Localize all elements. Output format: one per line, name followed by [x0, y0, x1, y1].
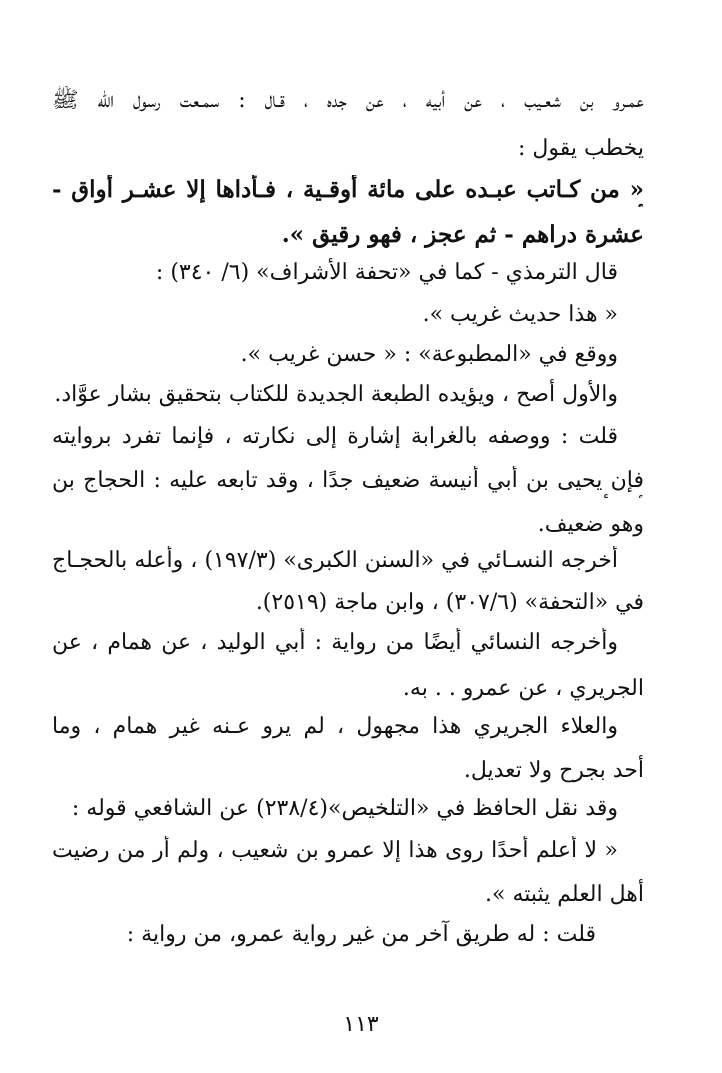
text-line: ووقع في «المطبوعة» : « حسن غريب ».	[240, 342, 618, 367]
quote-line: أهل العلم يثبته ».	[485, 882, 644, 907]
text-line: قال الترمذي - كما في «تحفة الأشراف» (٦/ ٣٤٠) :	[155, 260, 618, 285]
hadith-line: « من كـاتب عبـده على مائة أوقـية ، فـأداها إلا عشـر أواق -	[52, 176, 644, 203]
page-number: ١١٣	[343, 1012, 379, 1037]
text-line: فإن يحيى بن أبي أنيسة ضعيف جدًا ، وقد تابعه عليه : الحجاج بن	[52, 468, 644, 493]
text-line: والعلاء الجريري هذا مجهول ، لم يرو عـنه غير همام ، وما	[52, 714, 618, 739]
text-line: وهو ضعيف.	[537, 512, 644, 537]
text-line: قلت : له طريق آخر من غير رواية عمرو، من رواية :	[126, 922, 596, 947]
text-line: عمـرو بن شعـيب ، عن أبيه ، عن جده ، قـال : سمـعت رسول الله ﷺ	[52, 88, 644, 113]
text-line: يخطب يقول :	[518, 136, 644, 161]
text-line: في «التحفة» (٣٠٧/٦) ، وابن ماجة (٢٥١٩).	[255, 590, 644, 615]
text-line: وأخرجه النسائي أيضًا من رواية : أبي الوليد ، عن همام ، عن	[52, 630, 618, 655]
text-line: الجريري ، عن عمرو . . به.	[402, 676, 644, 701]
text-line: قلت : ووصفه بالغرابة إشارة إلى نكارته ، فإنما تفرد بروايته	[52, 424, 618, 449]
text-line: والأول أصح ، ويؤيده الطبعة الجديدة للكتاب بتحقيق بشار عوَّاد.	[54, 382, 618, 407]
text-line: « هذا حديث غريب ».	[422, 302, 618, 327]
hadith-line: عشرة دراهم - ثم عجز ، فهو رقيق ».	[281, 221, 644, 248]
text-line: وقد نقل الحافظ في «التلخيص»(٢٣٨/٤) عن الشافعي قوله :	[71, 796, 618, 821]
text-line: أخرجه النسـائي في «السنن الكبرى» (١٩٧/٣) ، وأعله بالحجـاج	[52, 548, 618, 573]
text-line: أحد بجرح ولا تعديل.	[463, 758, 644, 783]
quote-line: « لا أعلم أحدًا روى هذا إلا عمرو بن شعيب ، ولم أر من رضيت	[52, 838, 618, 863]
